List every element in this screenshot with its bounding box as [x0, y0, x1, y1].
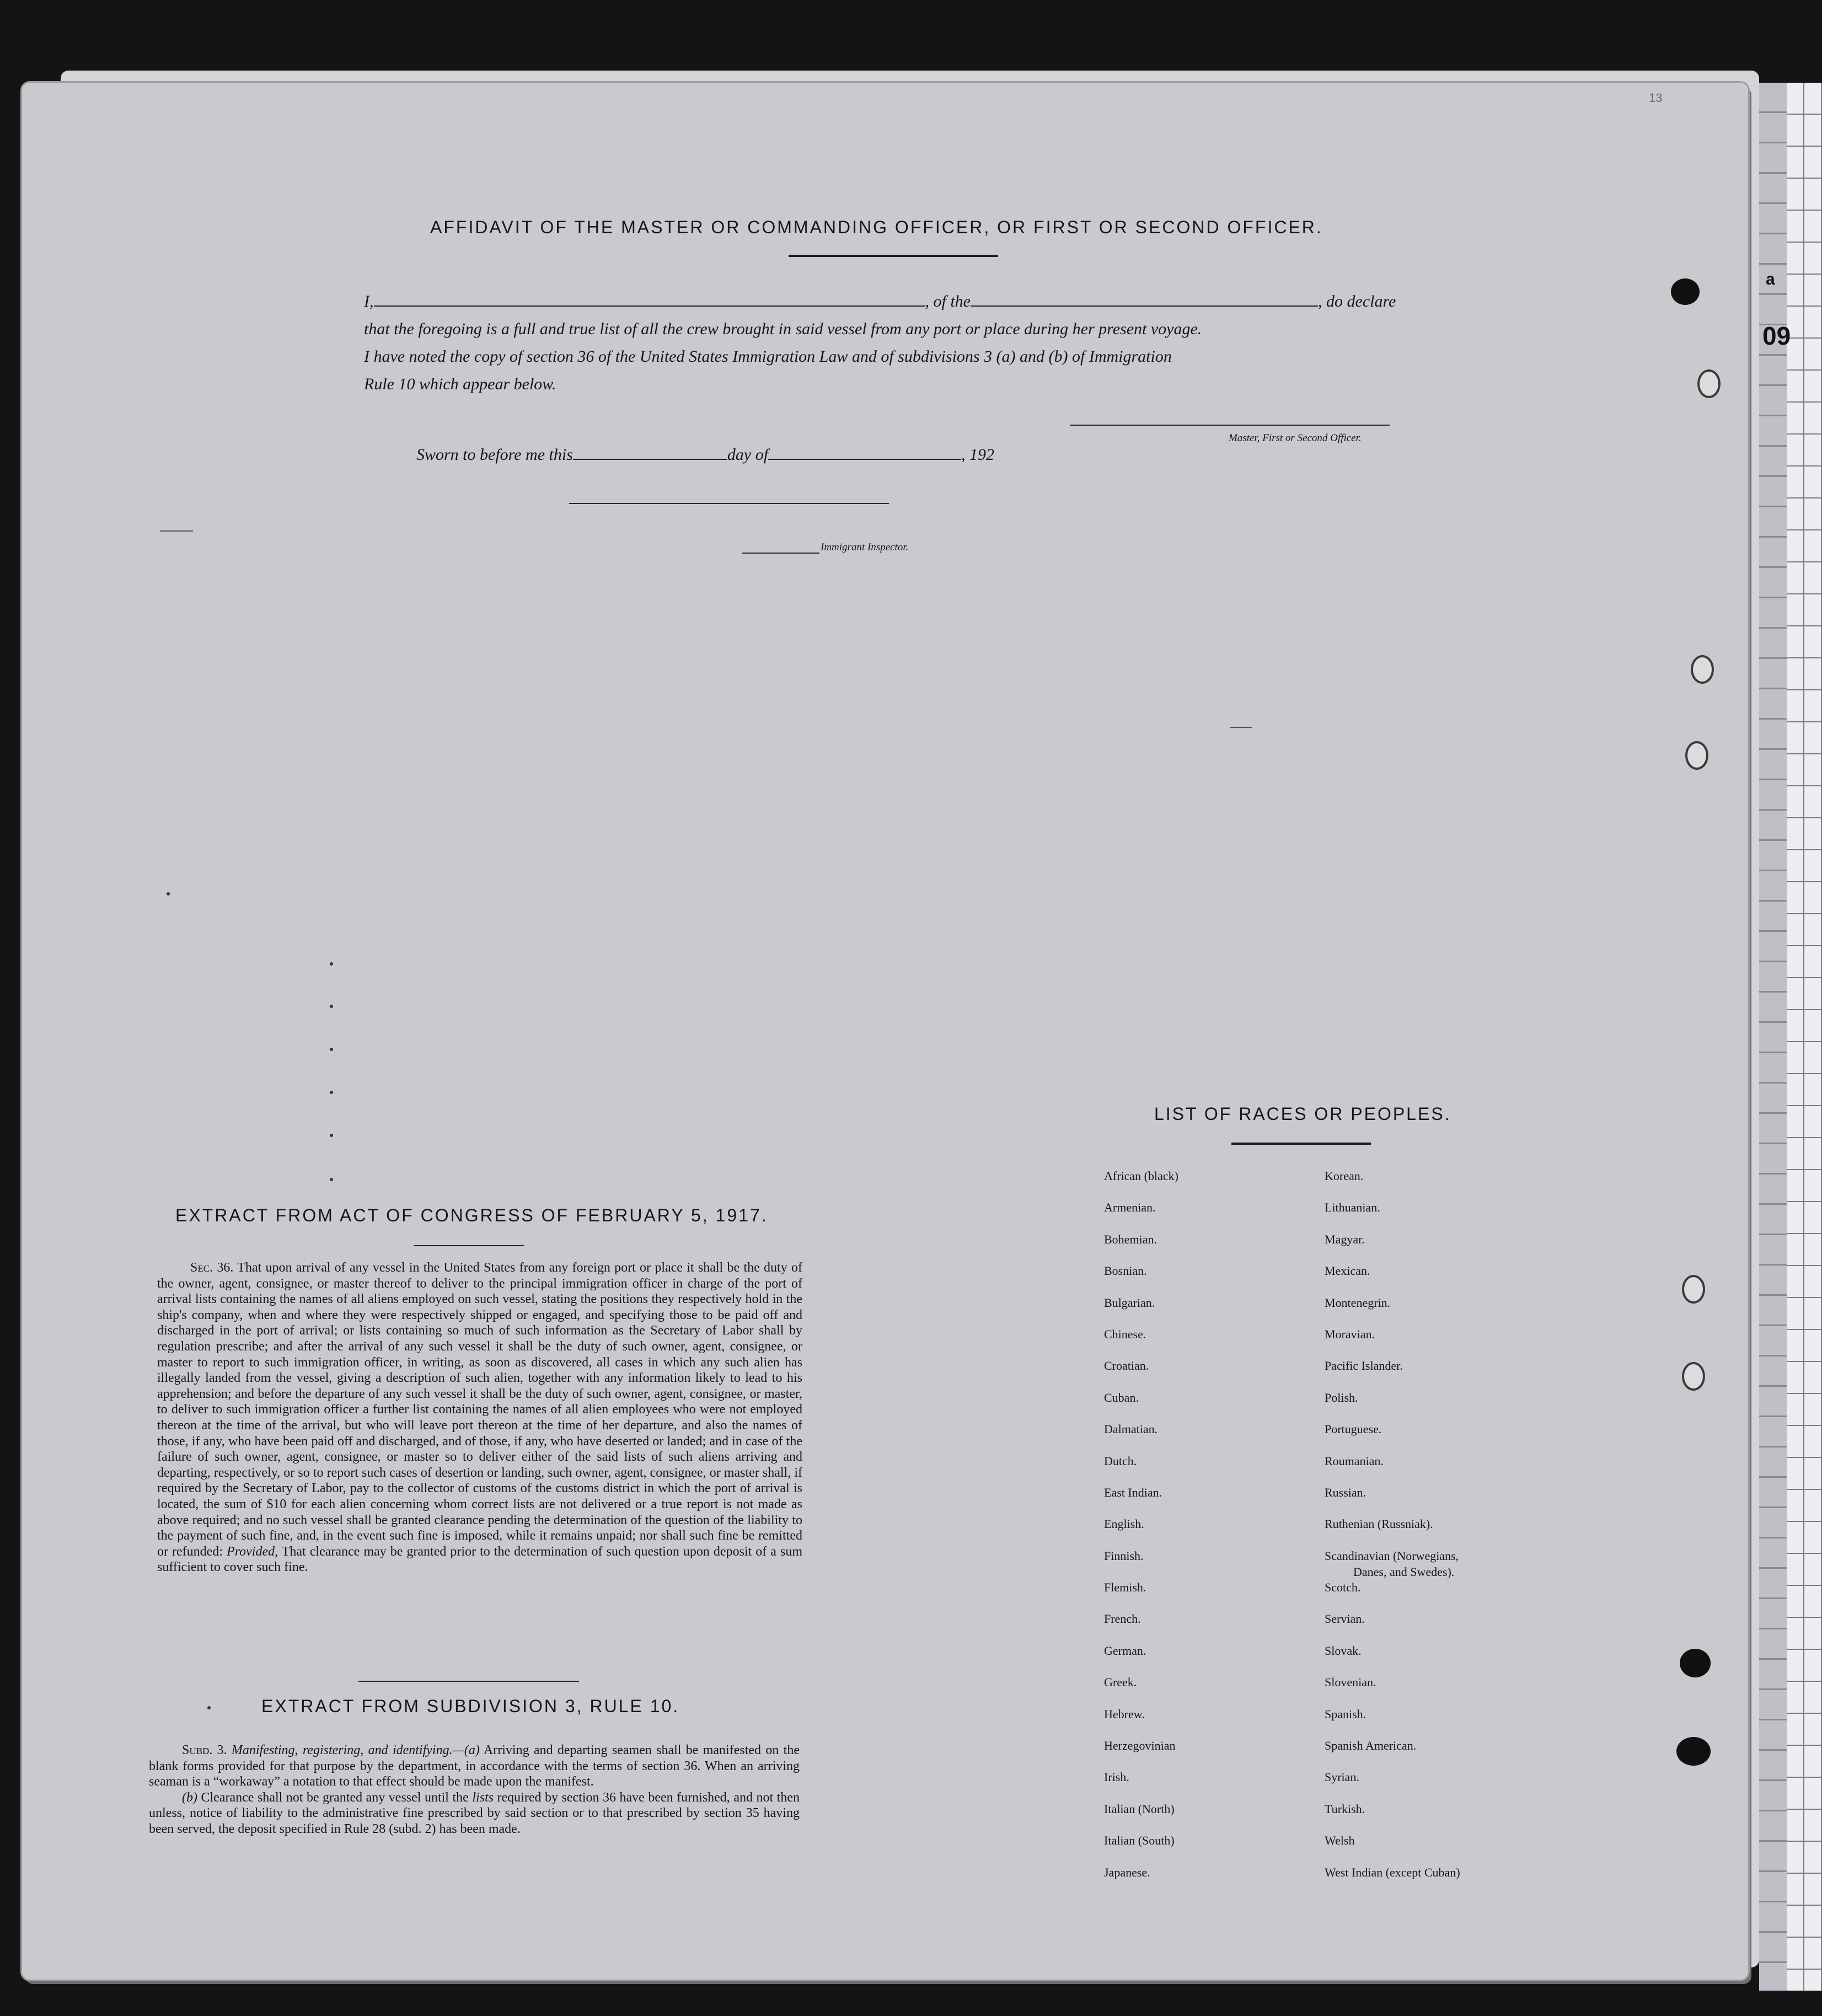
declaration-line-1	[364, 288, 1423, 315]
race-entry: Magyar.	[1325, 1232, 1365, 1246]
race-entry: Bohemian.	[1104, 1232, 1157, 1246]
act-extract-title: EXTRACT FROM ACT OF CONGRESS OF FEBRUARY 5, 1917.	[175, 1205, 768, 1225]
bleed-dot	[330, 962, 333, 966]
races-left-column	[1104, 1160, 1178, 1888]
race-entry: Flemish.	[1104, 1580, 1146, 1595]
declarant-prefix: I,	[364, 292, 374, 310]
race-entry: Turkish.	[1325, 1801, 1365, 1816]
side-mark-letter: a	[1766, 270, 1775, 288]
race-entry: Spanish.	[1325, 1707, 1366, 1721]
inspector-caption: Immigrant Inspector.	[821, 541, 909, 553]
act-extract-rule	[414, 1245, 524, 1246]
race-entry: Croatian.	[1104, 1359, 1149, 1373]
race-entry: Polish.	[1325, 1390, 1358, 1404]
year-suffix-field[interactable]	[994, 447, 1022, 460]
punch-hole	[1685, 741, 1708, 770]
race-entry: Pacific Islander.	[1325, 1359, 1403, 1373]
punch-hole	[1691, 655, 1714, 684]
affidavit-title: AFFIDAVIT OF THE MASTER OR COMMANDING OFFICER, OR FIRST OR SECOND OFFICER.	[430, 217, 1323, 237]
subd-heading: Manifesting, registering, and identifying.	[231, 1743, 453, 1757]
para-b-body-2: required by section 36 have been furnished, and not then unless, notice of liability to the administrative fine prescribed by said section or to that prescribed by section 35 having been served, the deposit specified in Rule 28 (subd. 2) has been made.	[149, 1790, 800, 1836]
race-entry: Slovak.	[1325, 1643, 1362, 1658]
race-entry: Russian.	[1325, 1485, 1366, 1499]
punch-hole	[1671, 278, 1700, 305]
vessel-name-field[interactable]	[971, 292, 1318, 307]
bleed-dot	[207, 1706, 211, 1709]
underlying-ledger-grid	[1787, 83, 1822, 1991]
race-entry: German.	[1104, 1643, 1146, 1658]
sworn-day-field[interactable]	[573, 446, 727, 460]
punch-hole	[1676, 1737, 1711, 1766]
inspector-signature-line[interactable]	[569, 503, 889, 504]
declaration-line-3: I have noted the copy of section 36 of the United States Immigration Law and of subdivisions 3 (a) and (b) of Immigration	[364, 347, 1172, 366]
section-divider-rule	[358, 1681, 579, 1682]
punch-hole	[1680, 1649, 1711, 1677]
subdivision-3-text	[149, 1742, 800, 1837]
race-entry: Italian (South)	[1104, 1833, 1175, 1848]
para-b-body-1: Clearance shall not be granted any vessel until the	[201, 1790, 469, 1805]
bleed-dot	[330, 1005, 333, 1008]
bleed-dot	[330, 1178, 333, 1181]
proviso-label: Provided,	[227, 1544, 278, 1559]
race-entry: Dutch.	[1104, 1454, 1137, 1468]
race-entry: Servian.	[1325, 1612, 1365, 1626]
subdivision-para-b	[149, 1790, 800, 1837]
subd-label: Subd. 3.	[182, 1743, 227, 1757]
master-signature-line[interactable]	[1070, 425, 1390, 426]
race-entry: Chinese.	[1104, 1327, 1146, 1341]
para-b-lists: lists	[472, 1790, 494, 1805]
section-body: That upon arrival of any vessel in the United States from any foreign port or place it shall be the duty of the owner, agent, consignee, or master thereof to deliver to the principal immigration officer in charge of the port of arrival lists containing the names of all aliens employed on such vessel, stating the positions they respectively hold in the ship's company, when and where they were respectively shipped or engaged, and specifying those to be paid off and discharged in the port of arrival; or lists containing so much of such information as the Secretary of Labor shall by regulation prescribe; and after the arrival of any such vessel it shall be the duty of such owner, agent, consignee, or master to report to such immigration officer, in writing, as soon as discovered, all cases in which any such alien has illegally landed from the vessel, giving a description of such alien, together with any information likely to lead to his apprehension; and before the departure of any such vessel it shall be the duty of such owner, agent, consignee, or master, to deliver to such immigration officer a further list containing the names of all alien employees who were not employed thereon at the time of the arrival, but who will leave port thereon at the time of her departure, and also the names of those, if any, who have been paid off and discharged, and of those, if any, who have deserted or landed; and in case of the failure of such owner, agent, consignee, or master so to deliver either of the said lists of such aliens arriving and departing, respectively, or so to report such cases of desertion or landing, such owner, agent, consignee, or master shall, if required by the Secretary of Labor, pay to the collector of customs of the customs district in which the port of arrival is located, the sum of $10 for each alien concerning whom correct lists are not delivered or a true report is not made as above required; and no such vessel shall be granted clearance pending the determination of the question of the liability to the payment of such fine, and, in the event such fine is imposed, while it remains unpaid; nor shall such fine be remitted or refunded:	[157, 1261, 802, 1559]
sworn-month-field[interactable]	[768, 446, 961, 460]
bleed-dot	[330, 1048, 333, 1051]
race-entry: French.	[1104, 1612, 1141, 1626]
race-entry: Syrian.	[1325, 1770, 1359, 1784]
bleed-mark	[160, 530, 193, 532]
bleed-dot	[330, 1134, 333, 1137]
race-entry: Moravian.	[1325, 1327, 1375, 1341]
master-signature-caption: Master, First or Second Officer.	[1229, 432, 1362, 444]
race-entry: Korean.	[1325, 1169, 1364, 1183]
rule-extract-title: EXTRACT FROM SUBDIVISION 3, RULE 10.	[261, 1696, 680, 1716]
para-b-label: (b)	[182, 1790, 197, 1805]
sworn-line	[416, 446, 1022, 464]
sworn-prefix: Sworn to before me this	[416, 446, 573, 464]
bleed-dot	[167, 892, 170, 896]
inspector-caption-lead-line	[742, 553, 819, 554]
side-mark-number: 09	[1762, 321, 1791, 350]
races-title: LIST OF RACES OR PEOPLES.	[1154, 1104, 1451, 1124]
punch-hole	[1682, 1275, 1705, 1304]
affidavit-title-rule	[789, 255, 998, 257]
race-entry: Bosnian.	[1104, 1264, 1147, 1278]
race-entry: Irish.	[1104, 1770, 1129, 1784]
race-entry: Greek.	[1104, 1675, 1137, 1690]
race-entry: Dalmatian.	[1104, 1422, 1158, 1436]
race-entry: Roumanian.	[1325, 1454, 1384, 1468]
declarant-name-field[interactable]	[374, 292, 925, 307]
declaration-line-2: that the foregoing is a full and true list of all the crew brought in said vessel from any port or place during her present voyage.	[364, 320, 1202, 338]
para-a-body: Arriving and departing seamen shall be manifested on the blank forms provided for that purpose by the department, in accordance with the terms of section 36. When an arriving seaman is a “workaway” a notation to that effect should be made upon the manifest.	[149, 1743, 800, 1789]
race-entry: Japanese.	[1104, 1865, 1150, 1879]
race-entry: Ruthenian (Russniak).	[1325, 1517, 1433, 1531]
race-entry: African (black)	[1104, 1169, 1178, 1183]
race-entry: West Indian (except Cuban)	[1325, 1865, 1460, 1879]
corner-number: 13	[1649, 91, 1663, 105]
day-of-label: day of	[727, 446, 769, 464]
races-title-rule	[1231, 1143, 1371, 1145]
race-entry: Hebrew.	[1104, 1707, 1145, 1721]
bleed-dot	[330, 1091, 333, 1094]
race-entry: Welsh	[1325, 1833, 1355, 1848]
race-entry: Herzegovinian	[1104, 1739, 1176, 1753]
declaration-line-4: Rule 10 which appear below.	[364, 375, 556, 393]
race-entry: Lithuanian.	[1325, 1200, 1380, 1215]
proviso-body: That clearance may be granted prior to the determination of such question upon deposit of a sum sufficient to cover such fine.	[157, 1544, 803, 1575]
race-entry: Mexican.	[1325, 1264, 1370, 1278]
race-entry: Scandinavian (Norwegians,	[1325, 1548, 1459, 1563]
para-a-label: —(a)	[452, 1743, 480, 1757]
of-the-label: , of the	[925, 292, 971, 310]
race-entry: Italian (North)	[1104, 1801, 1175, 1816]
race-entry: Armenian.	[1104, 1200, 1156, 1215]
section-36-text	[157, 1260, 802, 1575]
races-scandinavian-continuation: Danes, and Swedes).	[1353, 1565, 1455, 1579]
affidavit-declaration	[364, 288, 1423, 398]
race-entry: English.	[1104, 1517, 1144, 1531]
race-entry: Portuguese.	[1325, 1422, 1382, 1436]
race-entry: Cuban.	[1104, 1390, 1139, 1404]
race-entry: Scotch.	[1325, 1580, 1361, 1595]
race-entry: Spanish American.	[1325, 1739, 1417, 1753]
section-label: Sec. 36.	[190, 1261, 234, 1275]
punch-hole	[1682, 1362, 1705, 1391]
race-entry: East Indian.	[1104, 1485, 1162, 1499]
races-right-column	[1325, 1160, 1460, 1888]
race-entry: Bulgarian.	[1104, 1295, 1155, 1310]
race-entry: Slovenian.	[1325, 1675, 1376, 1690]
race-entry: Montenegrin.	[1325, 1295, 1391, 1310]
declare-label: , do declare	[1318, 292, 1396, 310]
year-label: , 192	[961, 446, 995, 464]
subdivision-para-a	[149, 1742, 800, 1790]
race-entry: Finnish.	[1104, 1548, 1144, 1563]
bleed-mark	[1230, 727, 1252, 728]
punch-hole	[1697, 369, 1721, 398]
